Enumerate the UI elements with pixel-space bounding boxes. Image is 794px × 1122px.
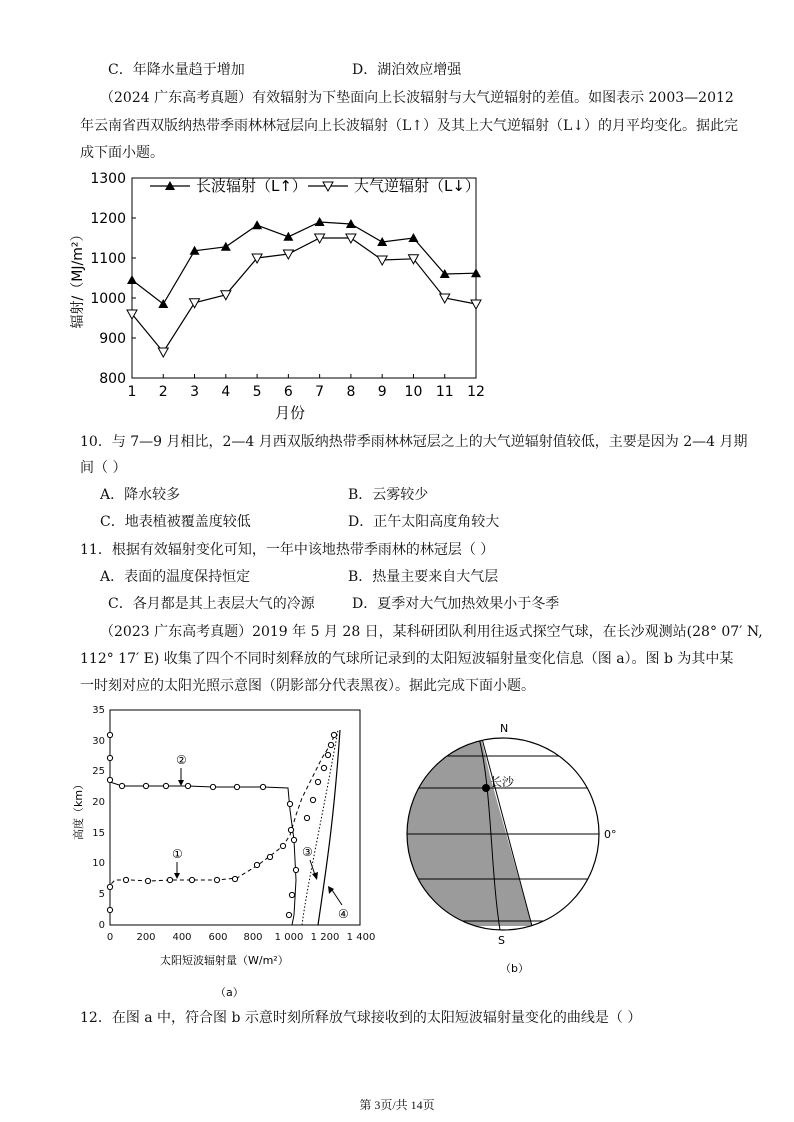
longwave-point [158, 299, 168, 308]
x-tick-label: 8 [346, 384, 356, 400]
radiation-line-chart [60, 166, 500, 428]
x-tick-label: 6 [283, 384, 293, 400]
figure-a-radiation-profile [70, 700, 390, 1000]
intro1-line1: （2024 广东高考真题）有效辐射为下垫面向上长波辐射与大气逆辐射的差值。如图表示 2003—2012 [100, 90, 734, 106]
q9-option-c: C．年降水量趋于增加 [108, 62, 245, 78]
figb-north-label: N [500, 722, 509, 735]
longwave-point [221, 242, 231, 251]
figa-ytick-30: 30 [92, 736, 105, 747]
q11-option-c: C．各月都是其上表层大气的冷源 [108, 596, 315, 612]
figa-xtick-600: 600 [208, 932, 228, 943]
q10-option-b: B．云雾较少 [348, 487, 429, 503]
q10-stem-line1: 10．与 7—9 月相比，2—4 月西双版纳热带季雨林林冠层之上的大气逆辐射值较低，主要是因为 2—4 月期 [80, 434, 748, 450]
figa-xtick-1200: 1 200 [310, 932, 340, 943]
intro2-line1: （2023 广东高考真题）2019 年 5 月 28 日，某科研团队利用往返式探空气球，在长沙观测站(28° 07′ N, [100, 624, 763, 640]
counter-radiation-point [190, 299, 200, 308]
figa-ytick-20: 20 [92, 797, 105, 808]
q11-stem: 11．根据有效辐射变化可知，一年中该地热带季雨林的林冠层（ ） [80, 542, 495, 558]
y-tick-label: 1000 [90, 291, 126, 307]
figb-south-label: S [498, 934, 505, 947]
figa-label-4: ④ [338, 907, 349, 921]
counter-radiation-point [377, 256, 387, 265]
figa-ytick-10: 10 [92, 858, 105, 869]
legend-label-2: 大气逆辐射（L↓） [354, 177, 480, 195]
x-tick-label: 4 [221, 384, 231, 400]
figa-ytick-5: 5 [98, 889, 105, 900]
figb-city-label: 长沙 [490, 775, 515, 789]
figb-caption: （b） [500, 962, 529, 975]
figa-xtick-800: 800 [243, 932, 263, 943]
y-tick-label: 800 [99, 371, 126, 387]
figa-xtick-0: 0 [106, 932, 114, 943]
figb-equator-label: 0° [604, 828, 617, 841]
figa-caption: （a） [215, 986, 244, 999]
q10-option-a: A．降水较多 [100, 487, 181, 503]
intro1-line2: 年云南省西双版纳热带季雨林林冠层向上长波辐射（L↑）及其上大气逆辐射（L↓）的月平均变化。据此完 [80, 118, 739, 134]
q10-option-c: C．地表植被覆盖度较低 [100, 514, 251, 530]
x-tick-label: 12 [467, 384, 485, 400]
figa-label-2: ② [176, 753, 187, 767]
figa-ytick-35: 35 [92, 705, 105, 716]
y-tick-label: 1200 [90, 211, 126, 227]
y-tick-label: 900 [99, 331, 126, 347]
x-tick-label: 11 [435, 384, 454, 400]
q12-stem: 12．在图 a 中，符合图 b 示意时刻所释放气球接收到的太阳短波辐射量变化的曲线是（ ） [80, 1010, 642, 1026]
figa-label-3: ③ [302, 845, 313, 859]
series-line-2 [132, 238, 476, 352]
longwave-point [283, 232, 293, 241]
figure-b-illumination [400, 716, 650, 978]
changsha-dot [482, 784, 490, 792]
longwave-point [127, 275, 137, 284]
x-tick-label: 10 [404, 384, 423, 400]
figa-curve-1 [110, 732, 335, 925]
figa-curve-1-markers [107, 732, 336, 912]
figa-label-1: ① [172, 847, 183, 861]
figa-curve-3 [302, 730, 338, 925]
q11-option-d: D．夏季对大气加热效果小于冬季 [352, 596, 560, 612]
x-tick-label: 5 [252, 384, 262, 400]
counter-radiation-point [158, 348, 168, 357]
series-line-1 [132, 222, 476, 304]
page-footer: 第 3页/共 14页 [359, 1098, 435, 1112]
figa-ytick-15: 15 [92, 828, 105, 839]
x-tick-label: 3 [190, 384, 200, 400]
intro2-line2: 112° 17′ E) 收集了四个不同时刻释放的气球所记录到的太阳短波辐射量变化信息（图 a）。图 b 为其中某 [80, 651, 734, 667]
longwave-point [315, 217, 325, 226]
figa-ytick-0: 0 [98, 920, 105, 931]
intro1-line3: 成下面小题。 [80, 145, 164, 161]
longwave-point [408, 233, 418, 242]
intro2-line3: 一时刻对应的太阳光照示意图（阴影部分代表黑夜）。据此完成下面小题。 [80, 678, 535, 694]
figa-xtick-1400: 1 400 [346, 932, 376, 943]
legend-label-1: 长波辐射（L↑） [196, 177, 307, 195]
figa-xtick-200: 200 [136, 932, 156, 943]
q9-option-d: D．湖泊效应增强 [352, 62, 462, 78]
figa-xtick-400: 400 [172, 932, 192, 943]
q11-option-b: B．热量主要来自大气层 [348, 569, 499, 585]
counter-radiation-point [471, 300, 481, 309]
x-axis-label: 月份 [274, 404, 306, 422]
chart-frame [132, 178, 476, 378]
figa-curve-2-markers [107, 732, 298, 917]
x-tick-label: 2 [158, 384, 168, 400]
y-axis-label: 辐射/（MJ/m²） [70, 227, 86, 329]
y-tick-label: 1100 [90, 251, 126, 267]
y-tick-label: 1300 [90, 171, 126, 187]
q10-option-d: D．正午太阳高度角较大 [348, 514, 500, 530]
x-tick-label: 1 [127, 384, 137, 400]
figa-ylabel: 高度（km） [72, 778, 85, 840]
x-tick-label: 7 [315, 384, 325, 400]
q10-stem-line2: 间（ ） [80, 460, 127, 476]
figa-xlabel: 太阳短波辐射量（W/m²） [160, 954, 289, 967]
q11-option-a: A．表面的温度保持恒定 [100, 569, 251, 585]
figa-curve-4 [318, 730, 340, 925]
figa-xtick-1000: 1 000 [274, 932, 304, 943]
longwave-point [252, 220, 262, 229]
figa-ytick-25: 25 [92, 766, 105, 777]
figa-curve-2 [110, 730, 296, 925]
x-tick-label: 9 [377, 384, 387, 400]
